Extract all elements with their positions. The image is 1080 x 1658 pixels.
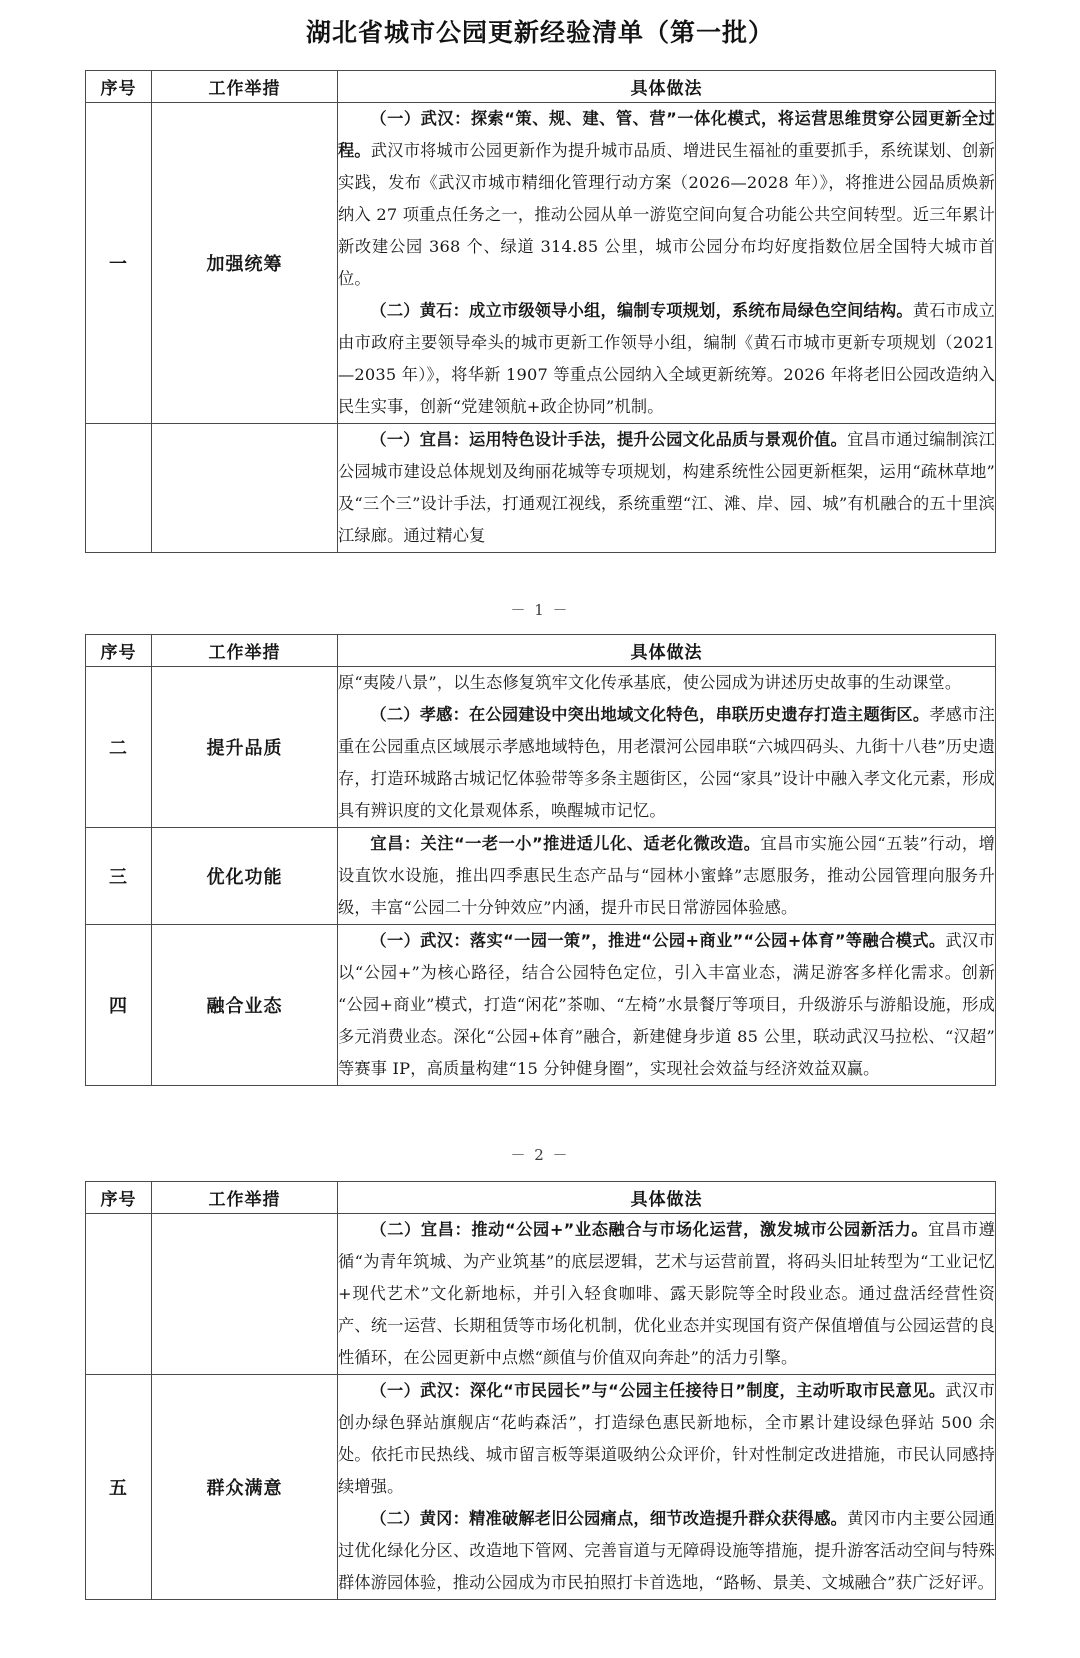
detail-paragraph [338, 103, 995, 295]
paragraph-body: 宜昌市通过编制滨江公园城市建设总体规划及绚丽花城等专项规划，构建系统性公园更新框架，运用“疏林草地”及“三个三”设计手法，打通观江视线，系统重塑“江、滩、岸、园、城”有机融合的五十里滨江绿廊。通过精心复 [338, 430, 995, 545]
row-detail [338, 828, 996, 925]
experience-table-page-2 [85, 634, 996, 1086]
paragraph-lead: （一）宜昌：运用特色设计手法，提升公园文化品质与景观价值。 [370, 430, 848, 449]
page-block-2 [85, 620, 995, 1165]
paragraph-body: 武汉市将城市公园更新作为提升城市品质、增进民生福祉的重要抓手，系统谋划、创新实践，发布《武汉市城市精细化管理行动方案（2026—2028 年）》，将推进公园品质焕新纳入 27 项重点任务之一，推动公园从单一游览空间向复合功能公共空间转型。近三年累计新改建公园 368 个、绿道 314.85 公里，城市公园分布均好度指数位居全国特大城市首位。 [338, 141, 995, 288]
row-measure [152, 1214, 338, 1375]
table-row [86, 1375, 996, 1600]
paragraph-body: 武汉市以“公园+”为核心路径，结合公园特色定位，引入丰富业态，满足游客多样化需求。创新“公园+商业”模式，打造“闲花”茶咖、“左椅”水景餐厅等项目，升级游乐与游船设施，形成多元消费业态。深化“公园+体育”融合，新建健身步道 85 公里，联动武汉马拉松、“汉超”等赛事 IP，高质量构建“15 分钟健身圈”，实现社会效益与经济效益双赢。 [338, 931, 996, 1078]
column-header-no: 序号 [86, 1182, 152, 1214]
row-detail [338, 1214, 996, 1375]
detail-paragraph [338, 295, 995, 423]
paragraph-lead: （二）宜昌：推动“公园+”业态融合与市场化运营，激发城市公园新活力。 [370, 1220, 929, 1239]
page-block-3 [85, 1165, 995, 1618]
row-measure: 提升品质 [152, 667, 338, 828]
table-row [86, 925, 996, 1086]
paragraph-body: 黄冈市内主要公园通过优化绿化分区、改造地下管网、完善盲道与无障碍设施等措施，提升游客活动空间与特殊群体游园体验，推动公园成为市民拍照打卡首选地，“路畅、景美、文城融合”获广泛好评。 [338, 1509, 995, 1592]
spacer [85, 553, 995, 599]
detail-paragraph [338, 1503, 995, 1599]
spacer [85, 1165, 995, 1181]
column-header-no: 序号 [86, 71, 152, 103]
row-index [86, 1214, 152, 1375]
row-measure: 优化功能 [152, 828, 338, 925]
row-index: 二 [86, 667, 152, 828]
row-detail [338, 424, 996, 553]
paragraph-lead: （一）武汉：探索“策、规、建、管、营”一体化模式，将运营思维贯穿公园更新全过程。 [338, 109, 995, 160]
paragraph-lead: （二）孝感：在公园建设中突出地域文化特色，串联历史遗存打造主题街区。 [370, 705, 930, 724]
paragraph-body: 武汉市创办绿色驿站旗舰店“花屿森活”，打造绿色惠民新地标，全市累计建设绿色驿站 500 余处。依托市民热线、城市留言板等渠道吸纳公众评价，针对性制定改进措施，市民认同感持续增强。 [338, 1381, 995, 1496]
detail-paragraph [338, 1214, 995, 1374]
paragraph-body: 宜昌市实施公园“五装”行动，增设直饮水设施，推出四季惠民生态产品与“园林小蜜蜂”志愿服务，推动公园管理向服务升级，丰富“公园二十分钟效应”内涵，提升市民日常游园体验感。 [338, 834, 995, 917]
experience-table-page-1 [85, 70, 996, 553]
row-index [86, 424, 152, 553]
paragraph-body: 孝感市注重在公园重点区域展示孝感地域特色，用老澴河公园串联“六城四码头、九街十八巷”历史遗存，打造环城路古城记忆体验带等多条主题街区，公园“家具”设计中融入孝文化元素，形成具有辨识度的文化景观体系，唤醒城市记忆。 [338, 705, 995, 820]
table-row [86, 424, 996, 553]
row-index: 四 [86, 925, 152, 1086]
paragraph-lead: （一）武汉：落实“一园一策”，推进“公园+商业”“公园+体育”等融合模式。 [370, 931, 946, 950]
document-sheet [0, 12, 1080, 1618]
row-measure [152, 424, 338, 553]
column-header-measure: 工作举措 [152, 635, 338, 667]
detail-paragraph [338, 828, 995, 924]
row-measure: 融合业态 [152, 925, 338, 1086]
experience-table-page-3 [85, 1181, 996, 1600]
page-number-2: － 2 － [510, 1146, 570, 1164]
column-header-detail: 具体做法 [338, 1182, 996, 1214]
table-row [86, 1214, 996, 1375]
row-measure: 群众满意 [152, 1375, 338, 1600]
page-title: 湖北省城市公园更新经验清单（第一批） [305, 18, 774, 47]
row-index: 五 [86, 1375, 152, 1600]
row-detail [338, 925, 996, 1086]
row-detail [338, 1375, 996, 1600]
paragraph-body: 黄石市成立由市政府主要领导牵头的城市更新工作领导小组，编制《黄石市城市更新专项规划（2021—2035 年）》，将华新 1907 等重点公园纳入全域更新统筹。2026 年将老旧公园改造纳入民生实事，创新“党建领航+政企协同”机制。 [338, 301, 995, 416]
column-header-detail: 具体做法 [338, 635, 996, 667]
paragraph-body: 宜昌市遵循“为青年筑城、为产业筑基”的底层逻辑，艺术与运营前置，将码头旧址转型为“工业记忆+现代艺术”文化新地标，并引入轻食咖啡、露天影院等全时段业态。通过盘活经营性资产、统一运营、长期租赁等市场化机制，优化业态并实现国有资产保值增值与公园运营的良性循环，在公园更新中点燃“颜值与价值双向奔赴”的活力引擎。 [338, 1220, 995, 1367]
table-header-row [86, 635, 996, 667]
spacer [85, 1600, 995, 1618]
table-header-row [86, 1182, 996, 1214]
column-header-measure: 工作举措 [152, 71, 338, 103]
table-row [86, 103, 996, 424]
table-header-row [86, 71, 996, 103]
paragraph-lead: 宜昌：关注“一老一小”推进适儿化、适老化微改造。 [370, 834, 761, 853]
row-index: 三 [86, 828, 152, 925]
detail-paragraph [338, 1375, 995, 1503]
row-index: 一 [86, 103, 152, 424]
spacer [85, 620, 995, 634]
row-detail [338, 667, 996, 828]
paragraph-body: 原“夷陵八景”，以生态修复筑牢文化传承基底，使公园成为讲述历史故事的生动课堂。 [338, 673, 962, 692]
paragraph-lead: （二）黄冈：精准破解老旧公园痛点，细节改造提升群众获得感。 [370, 1509, 848, 1528]
paragraph-lead: （一）武汉：深化“市民园长”与“公园主任接待日”制度，主动听取市民意见。 [370, 1381, 946, 1400]
detail-paragraph [338, 424, 995, 552]
page-number-1: － 1 － [510, 601, 570, 619]
row-detail [338, 103, 996, 424]
table-row [86, 828, 996, 925]
page-block-1 [85, 70, 995, 620]
column-header-detail: 具体做法 [338, 71, 996, 103]
column-header-measure: 工作举措 [152, 1182, 338, 1214]
spacer [85, 1086, 995, 1144]
detail-paragraph [338, 699, 995, 827]
row-measure: 加强统筹 [152, 103, 338, 424]
column-header-no: 序号 [86, 635, 152, 667]
detail-paragraph [338, 925, 995, 1085]
detail-paragraph [338, 667, 995, 699]
table-row [86, 667, 996, 828]
paragraph-lead: （二）黄石：成立市级领导小组，编制专项规划，系统布局绿色空间结构。 [370, 301, 913, 320]
